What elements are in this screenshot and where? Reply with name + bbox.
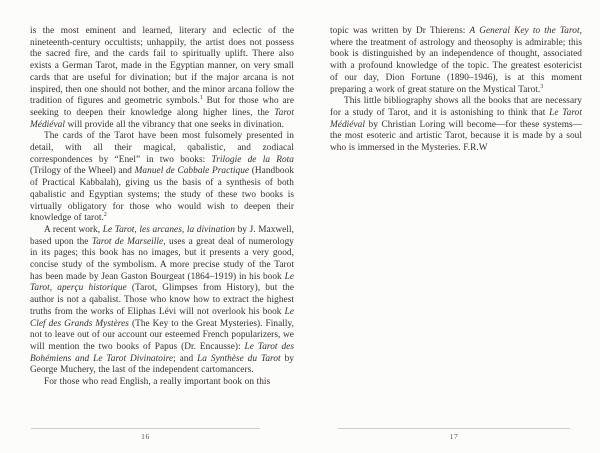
italic-text: Le Tarot des Bohémiens and Le Tarot Divinatoire <box>30 341 294 364</box>
body-text: ; and <box>173 353 198 364</box>
page-number: 17 <box>449 432 459 441</box>
body-text: (Handbook of Practical Kabbalah), giving us the basis of a synthesis of both qabalistic and Egyptian systems; the study of these two books is virtually obligatory for those who would wish to deepen their knowledge of tarot. <box>30 166 295 224</box>
paragraph <box>30 225 294 377</box>
body-text: by George Muchery, the last of the independent cartomancers. <box>30 353 294 376</box>
footnote-marker: 3 <box>540 83 544 90</box>
body-text: will provide all the vibrancy that one seeks in divination. <box>65 119 285 130</box>
body-text: (Tarot, Glimpses from History), but the author is not a qabalist. Those who know how to extract the highest truths from the works of Eliphas Lévi will not overlook his book <box>30 283 294 317</box>
body-text: , uses a great deal of numerology in its pages; this book has no images, but it presents a very good, concise study of the symbolism. A more precise study of the Tarot has been made by Jean Gaston Bourgeat (1864–1919) in his book <box>30 236 294 282</box>
page-number: 16 <box>141 432 150 441</box>
italic-text: Le Tarot, aperçu historique <box>30 271 294 294</box>
paragraph <box>330 96 582 155</box>
body-text: The cards of the Tarot have been most fulsomely presented in detail, with all their magical, qabalistic, and zodiacal correspondences by “Enel” in two books: <box>30 131 294 165</box>
page-left-text <box>30 26 294 389</box>
body-text: by J. Maxwell, based upon the <box>30 224 294 247</box>
body-text: For those who read English, a really important book on this <box>44 377 271 388</box>
footer-rule <box>31 428 260 429</box>
italic-text: Tarot Médiéval <box>30 107 294 130</box>
italic-text: Trilogie de la Rota <box>211 154 294 165</box>
body-text: But for those who are seeking to deepen their knowledge along higher lines, the <box>30 96 294 118</box>
body-text: This little bibliography shows all the books that are necessary for a study of Tarot, and it is astonishing to think that <box>330 96 582 118</box>
body-text: is the most eminent and learned, literary and eclectic of the nineteenth-century occultists; unhappily, the artist does not possess the sacred fire, and the cards fail to spiritually uplift. There also exists a German Tarot, made in the Egyptian manner, on very small cards that are useful for divination; but if the major arcana is not inspired, then one should not bother, and the minor arcana follow the tradition of figures and geometric symbols. <box>30 26 294 107</box>
body-text: (The Key to the Great Mysteries). Finally, not to leave out of our account our esteemed French popularizers, we will mention the two books of Papus (Dr. Encausse): <box>30 318 294 352</box>
italic-text: Tarot de Marseille <box>91 236 164 247</box>
body-text: , where the treatment of astrology and theosophy is admirable; this book is distinguished by an independence of thought, associated with a profound knowledge of the topic. The greatest esotericist of our day, Dion Fortune (1890–1946), is at this moment preparing a work of great stature on the Mystical Tarot. <box>330 26 582 95</box>
body-text: A recent work, <box>44 224 103 235</box>
footnote-marker: 1 <box>199 95 203 102</box>
italic-text: Le Tarot Médiéval <box>330 107 582 130</box>
page-right-footer <box>338 428 570 441</box>
italic-text: Le Clef des Grands Mystères <box>30 306 294 329</box>
paragraph <box>30 26 294 131</box>
paragraph <box>30 377 294 389</box>
body-text: topic was written by Dr Thierens: <box>330 26 470 36</box>
paragraph <box>330 26 582 96</box>
body-text: by Christian Loring will become—for these systems—the most esoteric and artistic Tarot, because it is made by a soul who is immersed in the Mysteries. F.R.W <box>330 119 582 154</box>
italic-text: Manuel de Cabbale Practique <box>134 166 250 177</box>
page-left-footer <box>31 428 260 441</box>
footnote-marker: 2 <box>103 212 107 219</box>
italic-text: Le Tarot, les arcanes, la divination <box>102 224 235 235</box>
paragraph <box>30 131 294 225</box>
italic-text: La Synthèse du Tarot <box>197 353 281 364</box>
italic-text: A General Key to the Tarot <box>469 26 580 36</box>
body-text: (Trilogy of the Wheel) and <box>30 166 135 177</box>
page-right-text <box>330 26 582 155</box>
footer-rule <box>338 428 570 429</box>
